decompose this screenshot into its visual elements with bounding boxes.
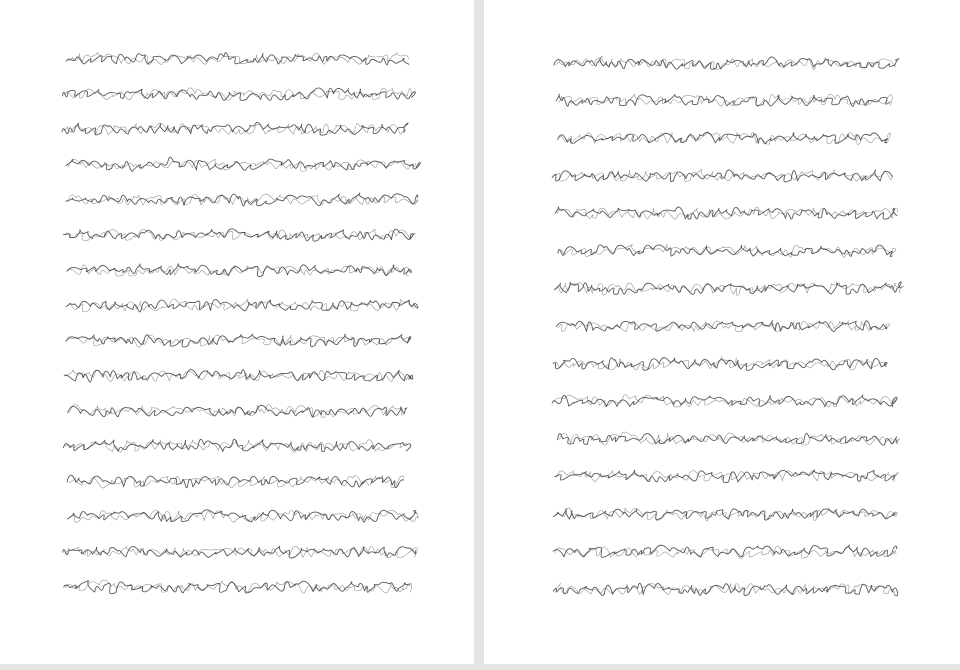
scribble-line	[555, 546, 896, 559]
scribble-line	[67, 264, 411, 277]
scribble-line	[555, 207, 897, 219]
scribble-line	[553, 583, 897, 596]
scribble-line	[64, 370, 413, 382]
scribble-line	[68, 299, 413, 312]
scribble-line	[556, 56, 896, 70]
scribble-line	[558, 132, 888, 143]
scribble-line	[63, 439, 410, 451]
right-page	[484, 0, 960, 664]
scribble-line	[554, 57, 899, 69]
scribble-line	[555, 357, 886, 370]
left-page-scribbles	[0, 0, 474, 664]
scribble-line	[560, 132, 891, 145]
left-page	[0, 0, 474, 664]
scribble-line	[66, 157, 420, 171]
scribble-line	[65, 546, 418, 557]
scribble-line	[66, 370, 410, 382]
right-page-scribbles	[484, 0, 960, 664]
scribble-line	[65, 440, 406, 453]
scribble-line	[65, 88, 412, 101]
scribble-line	[70, 405, 405, 418]
scribble-line	[66, 299, 418, 311]
scribble-line	[556, 94, 890, 106]
scribble-line	[558, 94, 892, 107]
scribble-line	[63, 88, 416, 101]
scribble-line	[66, 334, 411, 347]
scribble-line	[554, 282, 901, 294]
scribble-line	[68, 159, 416, 171]
